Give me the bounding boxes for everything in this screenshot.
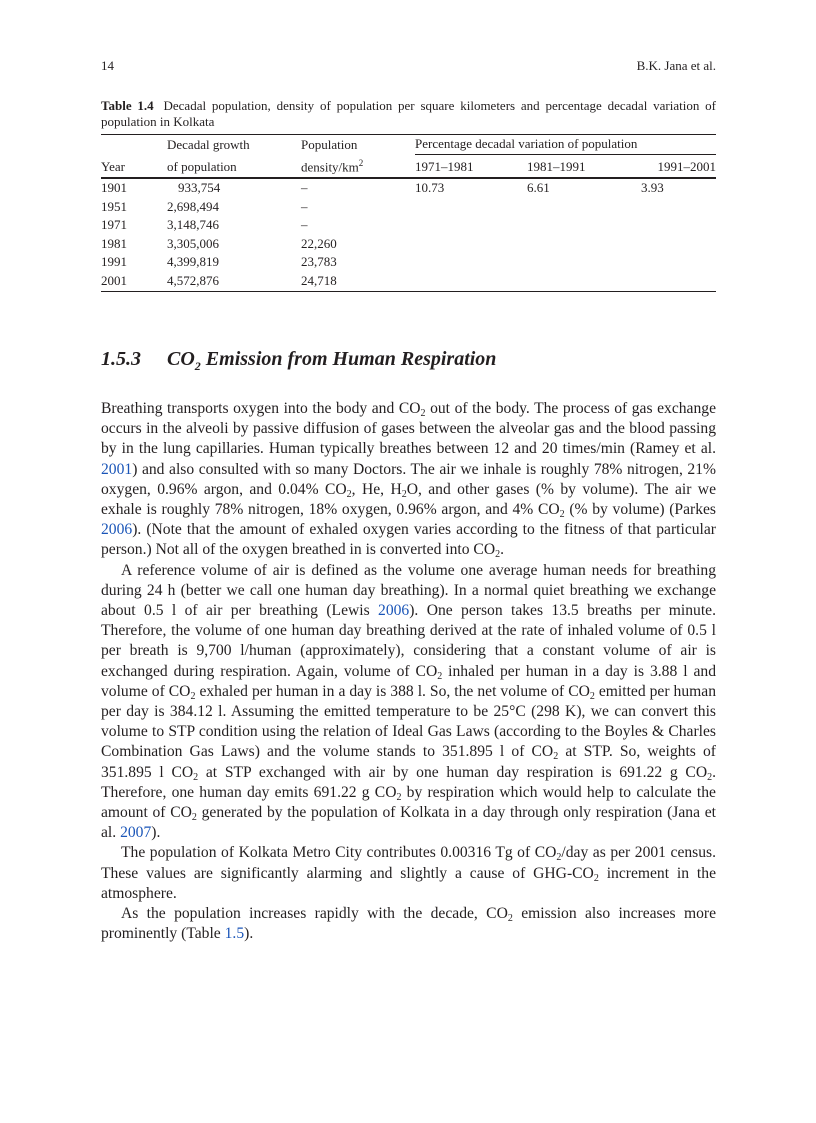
cell-p3 [641, 253, 716, 272]
cell-year: 1901 [101, 180, 127, 196]
cell-p1 [415, 198, 527, 217]
table-link[interactable]: 1.5 [224, 925, 245, 943]
cell-p2: 6.61 [527, 180, 550, 196]
table-header-cell [101, 135, 167, 155]
co2: CO [685, 763, 708, 781]
cell-density: – [301, 198, 308, 214]
col-growth-header-2: of population [167, 154, 301, 178]
sub2: 2 [559, 509, 565, 521]
sub2: 2 [553, 751, 559, 763]
sub2: 2 [193, 771, 199, 783]
text-run: Breathing transports oxygen into the body and [101, 400, 399, 417]
sub2: 2 [593, 872, 599, 884]
co2: CO [572, 864, 594, 882]
cell-p3 [641, 272, 716, 291]
section-title-b: Emission from Human Respiration [200, 348, 497, 370]
cell-p2 [527, 272, 641, 291]
cell-p2 [527, 216, 641, 235]
h2o: O [406, 480, 418, 498]
running-authors: B.K. Jana et al. [636, 58, 716, 73]
text-run: out of the body. The process of gas exchange occurs in the alveoli by passive diffusion of gases between the alveolar gas and the blood passing by in the lung capillaries. Human typically breathes between 12 and 20 times/min (Ramey et al. [101, 400, 716, 458]
table-row [101, 178, 716, 198]
cell-growth: 4,572,876 [167, 272, 301, 291]
text-run: emission also increases more prominently (Table [101, 905, 716, 943]
cell-p3 [641, 216, 716, 235]
co2: CO [473, 541, 496, 559]
sub2: 2 [420, 408, 426, 419]
text-run: , He, [351, 480, 391, 498]
sub2: 2 [401, 488, 407, 500]
cell-growth: 3,305,006 [167, 235, 219, 251]
sub2: 2 [556, 852, 562, 864]
text-run: . [500, 541, 504, 559]
table-row [101, 216, 716, 235]
table-row [101, 253, 716, 272]
text-run: /day as per 2001 census. These values are significantly alarming and slightly a cause of GHG- [101, 844, 716, 882]
cell-p1 [415, 272, 527, 291]
text-run: ). [244, 925, 254, 943]
cell-p1 [415, 235, 527, 254]
col-density-header-2 [301, 154, 415, 178]
paragraph-4 [101, 904, 716, 944]
text-run: at STP. So, weights of 351.895 l [101, 743, 716, 781]
co2: CO [568, 682, 590, 700]
text-run: by respiration which would help to calculate the amount of [101, 783, 716, 822]
text-run: emitted per human per day is 384.12 l. Assuming the emitted temperature to be 25°C (298 K), we can convert this volume to STP condition using the relation of Ideal Gas Laws (according to the Boyles & Charles Combination Gas Laws) and the volume stands to 351.895 l of [101, 682, 716, 761]
text-run: As the population increases rapidly with the decade, [121, 905, 487, 923]
section-number: 1.5.3 [101, 348, 141, 370]
co2: CO [324, 480, 347, 498]
paragraph-2 [101, 561, 716, 844]
table-label: Table 1.4 [101, 98, 154, 113]
cell-p1 [415, 253, 527, 272]
col-p3-header: 1991–2001 [641, 154, 716, 178]
co2: CO [531, 743, 554, 761]
text-run: ). One person takes 13.5 breaths per minute. Therefore, the volume of one human day breathing derived at the rate of inhaled volume of 0.5 l per breath is 9,700 l/human (approximately), considering that a constant volume of air is exchanged during respiration. Again, volume of [101, 602, 716, 680]
co2: CO [170, 804, 192, 822]
citation-link[interactable]: 2006 [101, 521, 133, 539]
cell-p2 [527, 235, 641, 254]
cell-growth: 2,698,494 [167, 198, 219, 214]
table-row [101, 198, 716, 217]
h2o: H [390, 480, 402, 498]
text-run: . Therefore, one human day emits 691.22 g [101, 763, 716, 801]
page-number: 14 [101, 58, 114, 73]
text-run: , and other gases (% by volume). The air we exhale is roughly 78% nitrogen, 18% oxygen, 0.96% argon, and 4% [101, 480, 716, 519]
table-caption-text: Decadal population, density of population per square kilometers and percentage decadal variation of population in Kolkata [101, 98, 716, 129]
cell-growth: 933,754 [178, 180, 221, 196]
cell-p3 [641, 198, 716, 217]
cell-density: 22,260 [301, 235, 337, 251]
cell-density: – [301, 217, 308, 233]
sub2: 2 [191, 812, 197, 824]
text-run: The population of Kolkata Metro City contributes 0.00316 Tg of [121, 844, 535, 862]
sub2: 2 [190, 690, 196, 702]
paragraph-3 [101, 843, 716, 904]
col-growth-header-1: Decadal growth [167, 135, 301, 155]
text-run: A reference volume of air is defined as the volume one average human needs for breathing during 24 h (better we call one human day breathing). In a normal quiet breathing we exchange about 0.5 l of air per breathing (Lewis [101, 561, 716, 620]
table-row [101, 272, 716, 291]
cell-density: – [301, 180, 308, 196]
co2: CO [537, 501, 560, 519]
citation-link[interactable]: 2001 [101, 460, 133, 478]
density-unit: density/km [301, 159, 359, 175]
col-year-header: Year [101, 154, 167, 178]
text-run: exhaled per human in a day is 388 l. So, the net volume of [195, 682, 569, 700]
text-run: inhaled per human in a day is 3.88 l and volume of [101, 662, 717, 700]
text-run: at STP exchanged with air by one human day respiration is 691.22 g [198, 763, 686, 781]
sub2: 2 [346, 488, 352, 500]
text-run: ). (Note that the amount of exhaled oxygen varies according to the fitness of that particular person.) Not all of the oxygen breathed in is converted into [101, 521, 716, 559]
cell-p1 [415, 216, 527, 235]
population-table [101, 134, 716, 292]
table-row [101, 235, 716, 254]
col-p1-header: 1971–1981 [415, 154, 527, 178]
text-run: ). [151, 824, 161, 842]
paragraph-1 [101, 399, 716, 561]
body-text [101, 399, 716, 944]
text-run: (% by volume) (Parkes [564, 501, 716, 519]
co2: CO [534, 844, 557, 862]
sub2: 2 [589, 690, 595, 702]
co2: CO [171, 763, 194, 781]
cell-year: 2001 [101, 272, 167, 291]
sub2: 2 [507, 913, 513, 925]
co2: CO [374, 783, 397, 801]
sub2: 2 [437, 670, 443, 682]
cell-year: 1981 [101, 235, 127, 251]
text-run: generated by the population of Kolkata in a day through only respiration (Jana et al. [101, 804, 716, 842]
col-p2-header: 1981–1991 [527, 154, 641, 178]
sub2: 2 [396, 791, 402, 803]
cell-year: 1971 [101, 217, 127, 233]
col-pct-group-header: Percentage decadal variation of population [415, 135, 716, 155]
cell-growth: 3,148,746 [167, 217, 219, 233]
section-title-a: CO [167, 348, 195, 370]
citation-link[interactable]: 2006 [378, 602, 410, 620]
sub2: 2 [707, 771, 713, 783]
cell-p2 [527, 198, 641, 217]
cell-p3: 3.93 [641, 180, 664, 196]
section-title-sub: 2 [194, 359, 201, 373]
col-density-header-1: Population [301, 135, 415, 155]
co2: CO [168, 682, 191, 700]
cell-year: 1951 [101, 198, 127, 214]
text-run: increment in the atmosphere. [101, 864, 716, 902]
cell-p3 [641, 235, 716, 254]
density-sup: 2 [358, 158, 364, 169]
sub2: 2 [495, 549, 501, 561]
cell-p1: 10.73 [415, 180, 445, 196]
section-heading [101, 348, 496, 371]
cell-year: 1991 [101, 254, 127, 270]
co2: CO [398, 400, 421, 417]
text-run: ) and also consulted with so many Doctors. The air we inhale is roughly 78% nitrogen, 21% oxygen, 0.96% argon, and 0.04% [101, 460, 716, 498]
co2: CO [415, 662, 438, 680]
cell-density: 23,783 [301, 254, 337, 270]
table-caption [101, 98, 716, 130]
cell-density: 24,718 [301, 272, 415, 291]
citation-link[interactable]: 2007 [120, 824, 152, 842]
cell-p2 [527, 253, 641, 272]
cell-growth: 4,399,819 [167, 254, 219, 270]
co2: CO [486, 905, 508, 923]
